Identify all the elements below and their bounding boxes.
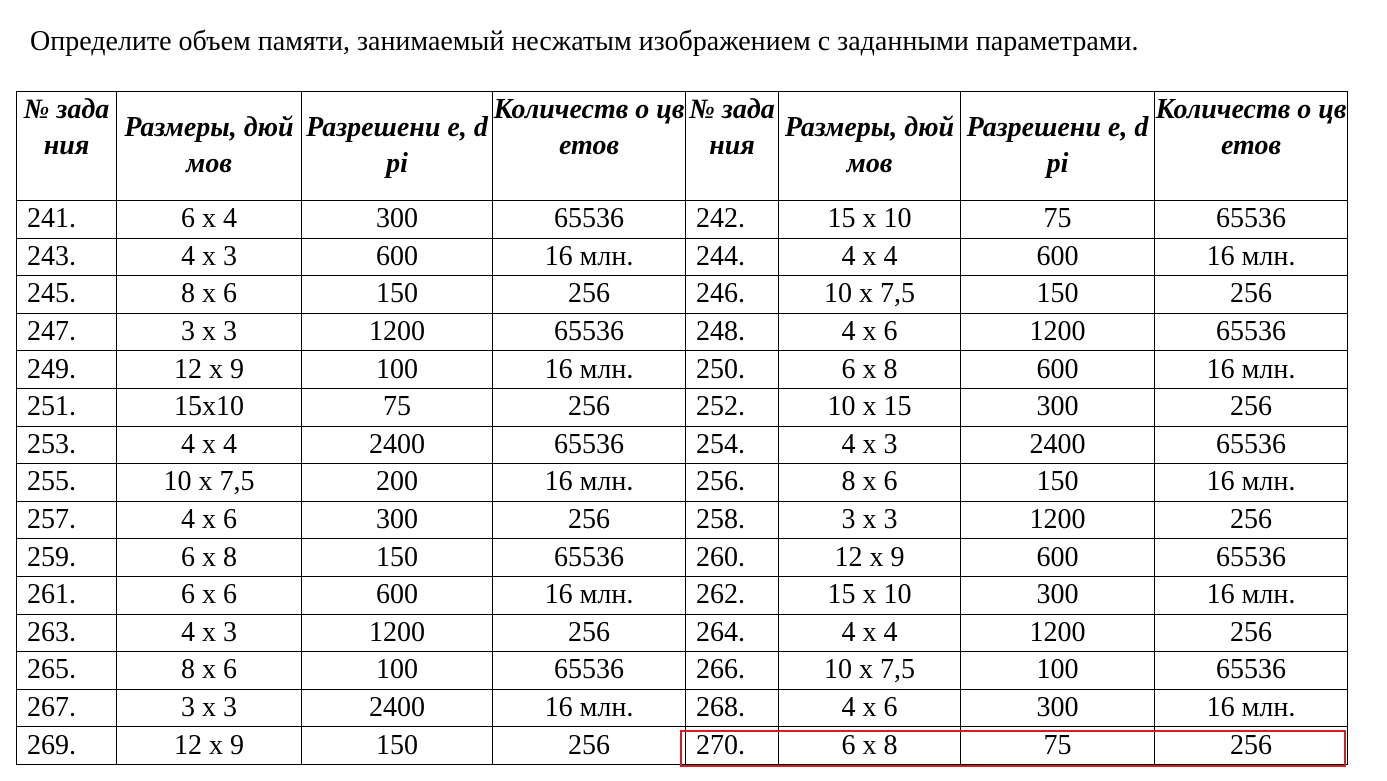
resolution-cell: 200	[302, 464, 493, 502]
resolution-cell: 100	[302, 351, 493, 389]
task-number-cell: 268.	[686, 689, 779, 727]
resolution-cell: 600	[302, 576, 493, 614]
resolution-cell: 150	[961, 276, 1155, 314]
resolution-cell: 1200	[961, 614, 1155, 652]
colors-cell: 256	[1155, 614, 1348, 652]
task-number-cell: 261.	[17, 576, 117, 614]
table-row	[17, 238, 1348, 276]
table-row	[17, 727, 1348, 765]
colors-cell: 65536	[493, 426, 686, 464]
colors-cell: 256	[1155, 501, 1348, 539]
header-colors: Количеств о цветов	[493, 92, 686, 201]
task-number-cell: 270.	[686, 727, 779, 765]
size-cell: 4 х 3	[779, 426, 961, 464]
task-number-cell: 254.	[686, 426, 779, 464]
task-title: Определите объем памяти, занимаемый несжатым изображением с заданными параметрами.	[30, 26, 1139, 57]
colors-cell: 65536	[1155, 426, 1348, 464]
resolution-cell: 75	[961, 727, 1155, 765]
colors-cell: 65536	[493, 313, 686, 351]
task-number-cell: 253.	[17, 426, 117, 464]
resolution-cell: 100	[302, 652, 493, 690]
header-resolution: Разрешени е, dpi	[961, 92, 1155, 201]
resolution-cell: 600	[961, 539, 1155, 577]
task-number-cell: 267.	[17, 689, 117, 727]
size-cell: 4 х 3	[117, 614, 302, 652]
resolution-cell: 75	[961, 201, 1155, 239]
task-number-cell: 247.	[17, 313, 117, 351]
size-cell: 12 х 9	[117, 727, 302, 765]
size-cell: 4 х 6	[779, 313, 961, 351]
resolution-cell: 150	[302, 727, 493, 765]
tasks-table	[16, 91, 1348, 765]
table-row	[17, 501, 1348, 539]
colors-cell: 256	[493, 501, 686, 539]
header-size: Размеры, дюймов	[779, 92, 961, 201]
resolution-cell: 1200	[961, 313, 1155, 351]
size-cell: 10 х 7,5	[117, 464, 302, 502]
colors-cell: 16 млн.	[1155, 576, 1348, 614]
size-cell: 3 х 3	[117, 313, 302, 351]
size-cell: 4 х 4	[779, 614, 961, 652]
colors-cell: 256	[493, 388, 686, 426]
header-row	[17, 92, 1348, 201]
resolution-cell: 300	[961, 689, 1155, 727]
resolution-cell: 150	[302, 539, 493, 577]
task-number-cell: 241.	[17, 201, 117, 239]
colors-cell: 256	[1155, 727, 1348, 765]
resolution-cell: 150	[302, 276, 493, 314]
colors-cell: 65536	[1155, 313, 1348, 351]
size-cell: 3 х 3	[117, 689, 302, 727]
colors-cell: 256	[493, 727, 686, 765]
table-row	[17, 614, 1348, 652]
table-row	[17, 351, 1348, 389]
size-cell: 15х10	[117, 388, 302, 426]
colors-cell: 65536	[1155, 652, 1348, 690]
table-row	[17, 652, 1348, 690]
size-cell: 15 х 10	[779, 576, 961, 614]
task-number-cell: 252.	[686, 388, 779, 426]
task-number-cell: 263.	[17, 614, 117, 652]
task-number-cell: 256.	[686, 464, 779, 502]
task-number-cell: 265.	[17, 652, 117, 690]
size-cell: 6 х 6	[117, 576, 302, 614]
task-number-cell: 266.	[686, 652, 779, 690]
table-row	[17, 426, 1348, 464]
size-cell: 10 х 7,5	[779, 276, 961, 314]
resolution-cell: 1200	[302, 313, 493, 351]
colors-cell: 16 млн.	[1155, 238, 1348, 276]
header-resolution: Разрешени е, dpi	[302, 92, 493, 201]
colors-cell: 65536	[493, 201, 686, 239]
table-row	[17, 576, 1348, 614]
task-number-cell: 255.	[17, 464, 117, 502]
size-cell: 8 х 6	[779, 464, 961, 502]
task-number-cell: 260.	[686, 539, 779, 577]
size-cell: 3 х 3	[779, 501, 961, 539]
size-cell: 8 х 6	[117, 652, 302, 690]
colors-cell: 65536	[493, 652, 686, 690]
resolution-cell: 2400	[302, 689, 493, 727]
table-row	[17, 464, 1348, 502]
size-cell: 4 х 4	[779, 238, 961, 276]
size-cell: 4 х 3	[117, 238, 302, 276]
task-number-cell: 248.	[686, 313, 779, 351]
colors-cell: 65536	[493, 539, 686, 577]
task-number-cell: 250.	[686, 351, 779, 389]
colors-cell: 256	[1155, 388, 1348, 426]
table-row	[17, 689, 1348, 727]
task-number-cell: 242.	[686, 201, 779, 239]
table-row	[17, 539, 1348, 577]
task-number-cell: 262.	[686, 576, 779, 614]
colors-cell: 16 млн.	[493, 351, 686, 389]
task-number-cell: 249.	[17, 351, 117, 389]
resolution-cell: 150	[961, 464, 1155, 502]
task-number-cell: 243.	[17, 238, 117, 276]
task-number-cell: 245.	[17, 276, 117, 314]
resolution-cell: 600	[961, 238, 1155, 276]
table-row	[17, 276, 1348, 314]
colors-cell: 65536	[1155, 539, 1348, 577]
colors-cell: 256	[493, 276, 686, 314]
header-task-number: № зада ния	[686, 92, 779, 201]
task-number-cell: 244.	[686, 238, 779, 276]
header-colors: Количеств о цветов	[1155, 92, 1348, 201]
resolution-cell: 300	[302, 201, 493, 239]
resolution-cell: 2400	[302, 426, 493, 464]
colors-cell: 16 млн.	[493, 689, 686, 727]
resolution-cell: 1200	[961, 501, 1155, 539]
size-cell: 10 х 15	[779, 388, 961, 426]
size-cell: 12 х 9	[779, 539, 961, 577]
task-number-cell: 251.	[17, 388, 117, 426]
size-cell: 6 х 4	[117, 201, 302, 239]
header-size: Размеры, дюймов	[117, 92, 302, 201]
size-cell: 4 х 6	[779, 689, 961, 727]
resolution-cell: 100	[961, 652, 1155, 690]
resolution-cell: 600	[961, 351, 1155, 389]
size-cell: 4 х 6	[117, 501, 302, 539]
resolution-cell: 600	[302, 238, 493, 276]
task-number-cell: 259.	[17, 539, 117, 577]
colors-cell: 16 млн.	[1155, 689, 1348, 727]
colors-cell: 256	[1155, 276, 1348, 314]
resolution-cell: 300	[961, 388, 1155, 426]
resolution-cell: 300	[961, 576, 1155, 614]
colors-cell: 16 млн.	[1155, 351, 1348, 389]
table-row	[17, 313, 1348, 351]
size-cell: 15 х 10	[779, 201, 961, 239]
colors-cell: 65536	[1155, 201, 1348, 239]
size-cell: 6 х 8	[779, 727, 961, 765]
size-cell: 12 х 9	[117, 351, 302, 389]
size-cell: 4 х 4	[117, 426, 302, 464]
task-number-cell: 257.	[17, 501, 117, 539]
resolution-cell: 1200	[302, 614, 493, 652]
size-cell: 8 х 6	[117, 276, 302, 314]
resolution-cell: 2400	[961, 426, 1155, 464]
colors-cell: 16 млн.	[493, 464, 686, 502]
task-number-cell: 269.	[17, 727, 117, 765]
colors-cell: 16 млн.	[493, 576, 686, 614]
header-task-number: № зада ния	[17, 92, 117, 201]
size-cell: 6 х 8	[779, 351, 961, 389]
size-cell: 6 х 8	[117, 539, 302, 577]
task-number-cell: 258.	[686, 501, 779, 539]
resolution-cell: 75	[302, 388, 493, 426]
resolution-cell: 300	[302, 501, 493, 539]
table-row	[17, 201, 1348, 239]
task-number-cell: 264.	[686, 614, 779, 652]
size-cell: 10 х 7,5	[779, 652, 961, 690]
colors-cell: 16 млн.	[493, 238, 686, 276]
task-number-cell: 246.	[686, 276, 779, 314]
colors-cell: 16 млн.	[1155, 464, 1348, 502]
table-row	[17, 388, 1348, 426]
colors-cell: 256	[493, 614, 686, 652]
